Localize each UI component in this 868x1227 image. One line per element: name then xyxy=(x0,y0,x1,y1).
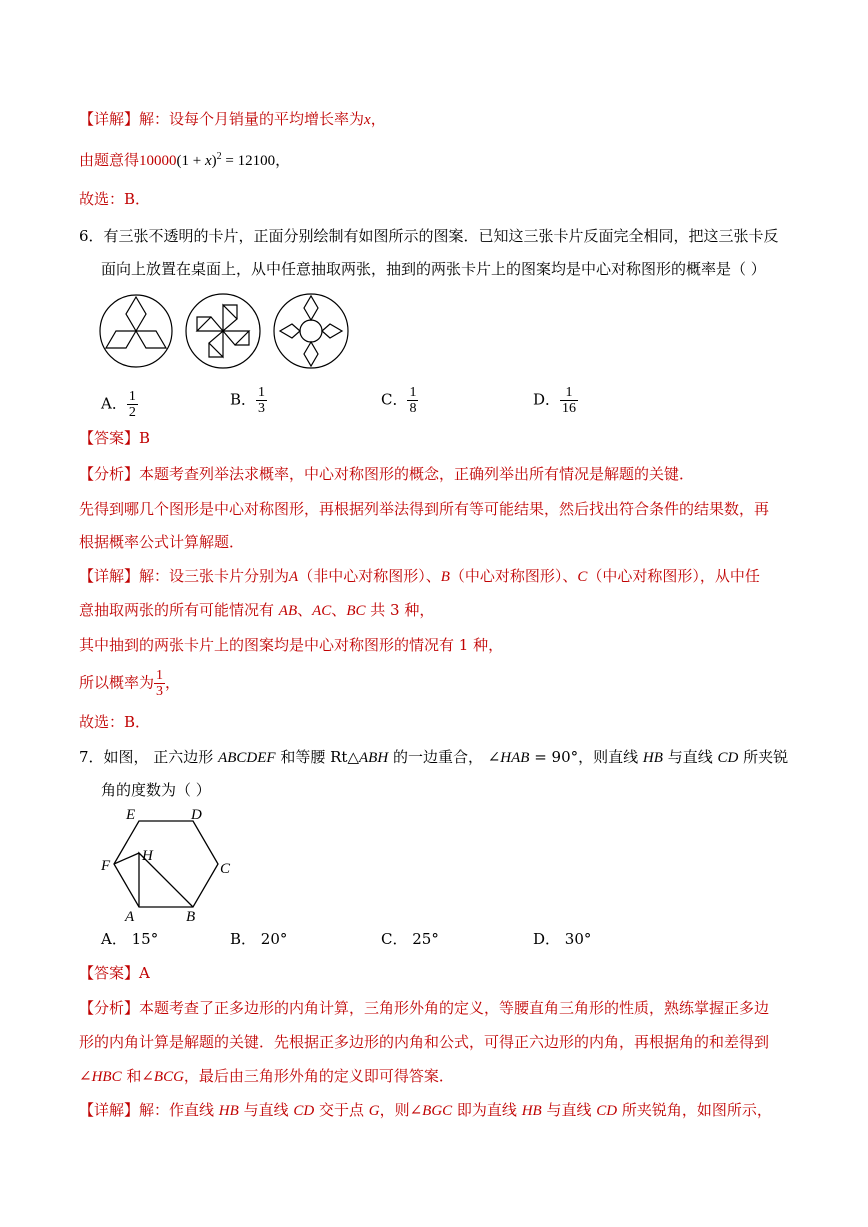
q6-detail-line3: 其中抽到的两张卡片上的图案均是中心对称图形的情况有 1 种， xyxy=(79,636,504,654)
separator: 、 xyxy=(297,601,313,619)
detail-text: 所以概率为 xyxy=(79,673,155,692)
q6-detail-line2 xyxy=(79,599,434,622)
stem-text: 与直线 xyxy=(662,748,718,766)
equation-exponent: 2 xyxy=(216,151,222,162)
pair-ac: AC xyxy=(312,603,332,619)
label-h: H xyxy=(142,848,153,864)
option-label: C． xyxy=(381,390,408,409)
equation-prefix: 由题意得 xyxy=(79,151,140,169)
q7-hexagon-figure xyxy=(97,803,237,923)
q5-detail-text: 解：设每个月销量的平均增长率为 xyxy=(139,110,365,128)
q5-equation-line xyxy=(79,146,290,172)
fraction xyxy=(256,385,267,416)
detail-text: 即为直线 xyxy=(452,1101,522,1119)
line-hb: HB xyxy=(521,1103,542,1119)
q7-detail-line xyxy=(79,1099,772,1122)
numerator: 1 xyxy=(128,389,136,404)
fraction xyxy=(407,385,418,416)
detail-text: （非中心对称图形）、 xyxy=(298,567,441,585)
option-label: B． xyxy=(230,390,257,409)
numerator: 1 xyxy=(560,385,578,401)
detail-text: 交于点 xyxy=(314,1101,369,1119)
hexagon-name: ABCDEF xyxy=(218,750,276,766)
fraction xyxy=(154,668,165,699)
q6-answer: 【答案】B xyxy=(79,429,151,447)
q7-option-c[interactable]: C． 25° xyxy=(381,930,439,948)
detail-tag: 【详解】 xyxy=(79,567,140,585)
label-a: A xyxy=(125,909,135,923)
q6-option-c[interactable] xyxy=(381,385,418,416)
q7-analysis-line3 xyxy=(79,1065,454,1088)
triangle-name: ABH xyxy=(359,750,389,766)
q6-option-b[interactable] xyxy=(230,385,267,416)
denominator: 8 xyxy=(409,401,417,416)
q7-stem-line1 xyxy=(79,746,788,769)
q7-answer: 【答案】A xyxy=(79,964,150,982)
detail-text: （中心对称图形）、 xyxy=(449,567,578,585)
detail-text: （中心对称图形），从中任 xyxy=(587,567,760,585)
equation-part: = 12100， xyxy=(221,153,291,169)
card-var-c: C xyxy=(577,569,588,585)
pair-ab: AB xyxy=(278,603,298,619)
equation-var: x xyxy=(204,153,212,169)
detail-text: 解：作直线 xyxy=(139,1101,219,1119)
q6-card-figures xyxy=(99,293,354,371)
line-cd: CD xyxy=(293,1103,315,1119)
fraction xyxy=(127,389,138,420)
stem-text: 的一边重合， ∠ xyxy=(388,748,501,766)
label-f: F xyxy=(101,858,111,874)
q7-option-b[interactable]: B． 20° xyxy=(230,930,288,948)
line-hb: HB xyxy=(218,1103,239,1119)
label-d: D xyxy=(191,807,202,823)
card-3-pattern xyxy=(274,294,348,368)
line-cd: CD xyxy=(596,1103,618,1119)
q7-analysis-line1: 【分析】本题考查了正多边形的内角计算，三角形外角的定义，等腰直角三角形的性质，熟练掌握正多边 xyxy=(79,999,770,1017)
stem-text: 所夹锐 xyxy=(738,748,789,766)
q6-option-a[interactable] xyxy=(101,389,138,420)
detail-text: 所夹锐角，如图所示， xyxy=(617,1101,772,1119)
q6-probability-line xyxy=(79,668,180,699)
q7-stem-line2: 角的度数为（ ） xyxy=(101,781,211,799)
stem-text: = 90°，则直线 xyxy=(529,748,643,766)
label-e: E xyxy=(126,807,136,823)
numerator: 1 xyxy=(258,385,266,400)
option-label: D． xyxy=(533,390,561,409)
detail-tag: 【详解】 xyxy=(79,1101,140,1119)
option-label: A． xyxy=(101,394,127,413)
q7-option-a[interactable]: A． 15° xyxy=(101,930,159,948)
q7-option-d[interactable]: D． 30° xyxy=(533,930,592,948)
detail-tag: 【详解】 xyxy=(79,110,140,128)
q7-analysis-line2: 形的内角计算是解题的关键．先根据正多边形的内角和公式，可得正六边形的内角，再根据角的和差得到 xyxy=(79,1033,770,1051)
detail-text: 意抽取两张的所有可能情况有 xyxy=(79,601,279,619)
detail-text: 共 3 种， xyxy=(365,601,435,619)
equation-part: ) xyxy=(211,153,217,169)
label-c: C xyxy=(220,861,231,877)
angle-bgc: BGC xyxy=(422,1103,453,1119)
numerator: 1 xyxy=(156,668,164,683)
card-2-pattern xyxy=(186,294,260,368)
denominator: 2 xyxy=(128,405,136,420)
line-hb: HB xyxy=(642,750,663,766)
q6-stem-line2: 面向上放置在桌面上，从中任意抽取两张，抽到的两张卡片上的图案均是中心对称图形的概率是（ ） xyxy=(101,260,766,278)
comma: ， xyxy=(370,110,386,128)
fraction xyxy=(560,385,578,416)
q6-analysis: 【分析】本题考查列举法求概率，中心对称图形的概念，正确列举出所有情况是解题的关键． xyxy=(79,465,695,483)
label-b: B xyxy=(186,909,196,923)
denominator: 3 xyxy=(156,684,164,699)
card-1-pattern xyxy=(100,295,172,367)
hexagon-abcdef xyxy=(114,821,218,907)
comma: ， xyxy=(165,673,181,692)
equation-part: (1 + xyxy=(176,153,205,169)
pair-bc: BC xyxy=(346,603,366,619)
q6-option-d[interactable] xyxy=(533,385,578,416)
point-g: G xyxy=(368,1103,380,1119)
card-var-a: A xyxy=(289,569,299,585)
q5-detail-line xyxy=(79,108,386,131)
analysis-text: 和∠ xyxy=(121,1067,154,1085)
separator: 、 xyxy=(331,601,347,619)
angle-hab: HAB xyxy=(500,750,530,766)
q6-choose: 故选：B． xyxy=(79,713,151,731)
stem-text: 7．如图， 正六边形 xyxy=(79,748,219,766)
denominator: 16 xyxy=(562,401,577,416)
analysis-text: ，最后由三角形外角的定义即可得答案． xyxy=(183,1067,454,1085)
q6-method-line1: 先得到哪几个图形是中心对称图形，再根据列举法得到所有等可能结果，然后找出符合条件的结果数，再 xyxy=(79,500,770,518)
angle-symbol: ∠ xyxy=(79,1067,92,1085)
angle-hbc: HBC xyxy=(91,1069,122,1085)
line-cd: CD xyxy=(717,750,739,766)
detail-text: 与直线 xyxy=(238,1101,294,1119)
detail-text: 与直线 xyxy=(541,1101,597,1119)
stem-text: 和等腰 Rt△ xyxy=(275,748,359,766)
q5-choose: 故选：B． xyxy=(79,190,151,208)
q6-detail-line1 xyxy=(79,565,760,588)
variable-x: x xyxy=(364,112,371,128)
card-var-b: B xyxy=(440,569,450,585)
detail-text: 解：设三张卡片分别为 xyxy=(139,567,290,585)
q6-method-line2: 根据概率公式计算解题． xyxy=(79,533,245,551)
equation-part: 10000 xyxy=(139,153,177,169)
detail-text: ，则∠ xyxy=(379,1101,423,1119)
numerator: 1 xyxy=(409,385,417,400)
q6-stem-line1: 6．有三张不透明的卡片，正面分别绘制有如图所示的图案．已知这三张卡片反面完全相同，把这三张卡反 xyxy=(79,227,779,245)
denominator: 3 xyxy=(258,401,266,416)
angle-bcg: BCG xyxy=(153,1069,184,1085)
